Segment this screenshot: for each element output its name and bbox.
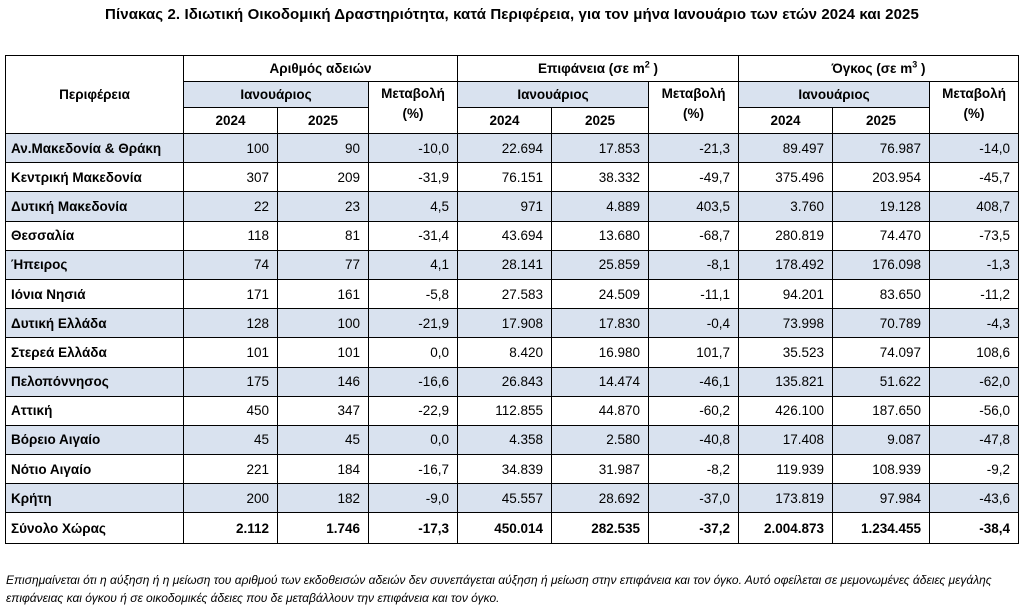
- value-cell: 45.557: [458, 484, 552, 513]
- region-name-cell: Πελοπόννησος: [6, 367, 184, 396]
- table-row: [6, 192, 1019, 221]
- value-cell: 307: [184, 163, 278, 192]
- value-cell: 28.141: [458, 250, 552, 279]
- value-cell: 135.821: [739, 367, 833, 396]
- value-cell: 14.474: [552, 367, 649, 396]
- value-cell: 4,1: [369, 250, 458, 279]
- region-name-cell: Θεσσαλία: [6, 221, 184, 250]
- value-cell: 2.112: [184, 513, 278, 544]
- value-cell: -14,0: [930, 134, 1019, 163]
- value-cell: -62,0: [930, 367, 1019, 396]
- value-cell: 8.420: [458, 338, 552, 367]
- region-name-cell: Νότιο Αιγαίο: [6, 455, 184, 484]
- value-cell: -16,6: [369, 367, 458, 396]
- value-cell: 100: [184, 134, 278, 163]
- region-name-cell: Ήπειρος: [6, 250, 184, 279]
- value-cell: -60,2: [649, 396, 739, 425]
- value-cell: 35.523: [739, 338, 833, 367]
- value-cell: 17.853: [552, 134, 649, 163]
- region-name-cell: Σύνολο Χώρας: [6, 513, 184, 544]
- value-cell: 4,5: [369, 192, 458, 221]
- region-name-cell: Κεντρική Μακεδονία: [6, 163, 184, 192]
- region-name-cell: Αττική: [6, 396, 184, 425]
- value-cell: 70.789: [833, 309, 930, 338]
- table-row: [6, 455, 1019, 484]
- value-cell: 1.234.455: [833, 513, 930, 544]
- value-cell: -11,1: [649, 279, 739, 308]
- value-cell: 19.128: [833, 192, 930, 221]
- value-cell: 45: [278, 425, 369, 454]
- value-cell: -31,9: [369, 163, 458, 192]
- value-cell: -37,2: [649, 513, 739, 544]
- table-row: [6, 484, 1019, 513]
- value-cell: 24.509: [552, 279, 649, 308]
- value-cell: 161: [278, 279, 369, 308]
- value-cell: -21,9: [369, 309, 458, 338]
- value-cell: -10,0: [369, 134, 458, 163]
- value-cell: 200: [184, 484, 278, 513]
- value-cell: 38.332: [552, 163, 649, 192]
- value-cell: -22,9: [369, 396, 458, 425]
- year-header: 2024: [184, 108, 278, 134]
- value-cell: 178.492: [739, 250, 833, 279]
- value-cell: -9,2: [930, 455, 1019, 484]
- value-cell: 108,6: [930, 338, 1019, 367]
- value-cell: 51.622: [833, 367, 930, 396]
- value-cell: 101: [184, 338, 278, 367]
- value-cell: 182: [278, 484, 369, 513]
- value-cell: 13.680: [552, 221, 649, 250]
- month-header: Ιανουάριος: [739, 82, 930, 108]
- region-name-cell: Ιόνια Νησιά: [6, 279, 184, 308]
- value-cell: 76.151: [458, 163, 552, 192]
- value-cell: 76.987: [833, 134, 930, 163]
- value-cell: -40,8: [649, 425, 739, 454]
- value-cell: -16,7: [369, 455, 458, 484]
- table-title: Πίνακας 2. Ιδιωτική Οικοδομική Δραστηριότητα, κατά Περιφέρεια, για τον μήνα Ιανουάριο των ετών 2024 και 2025: [105, 6, 919, 23]
- value-cell: 3.760: [739, 192, 833, 221]
- year-header: 2024: [458, 108, 552, 134]
- value-cell: 73.998: [739, 309, 833, 338]
- value-cell: 175: [184, 367, 278, 396]
- value-cell: 9.087: [833, 425, 930, 454]
- value-cell: 23: [278, 192, 369, 221]
- value-cell: 43.694: [458, 221, 552, 250]
- value-cell: 209: [278, 163, 369, 192]
- value-cell: 971: [458, 192, 552, 221]
- statistics-table: [5, 55, 1019, 544]
- value-cell: -17,3: [369, 513, 458, 544]
- value-cell: -38,4: [930, 513, 1019, 544]
- value-cell: -5,8: [369, 279, 458, 308]
- value-cell: -47,8: [930, 425, 1019, 454]
- value-cell: 187.650: [833, 396, 930, 425]
- value-cell: 74.097: [833, 338, 930, 367]
- value-cell: 4.889: [552, 192, 649, 221]
- value-cell: 27.583: [458, 279, 552, 308]
- month-header: Ιανουάριος: [184, 82, 369, 108]
- value-cell: 101: [278, 338, 369, 367]
- value-cell: 100: [278, 309, 369, 338]
- value-cell: 0,0: [369, 338, 458, 367]
- value-cell: -8,2: [649, 455, 739, 484]
- value-cell: -68,7: [649, 221, 739, 250]
- region-name-cell: Αν.Μακεδονία & Θράκη: [6, 134, 184, 163]
- footnote: Επισημαίνεται ότι η αύξηση ή η μείωση του αριθμού των εκδοθεισών αδειών δεν συνεπάγεται αύξηση ή μείωση στην επιφάνεια και τον όγκο. Αυτό οφείλεται σε μεμονωμένες άδειες μεγάλης επιφάνειας και όγκου ή σε οικοδομικές άδειες που δε μεταβάλλουν την επιφάνεια και τον όγκο.: [6, 573, 992, 605]
- value-cell: -11,2: [930, 279, 1019, 308]
- value-cell: -4,3: [930, 309, 1019, 338]
- value-cell: 171: [184, 279, 278, 308]
- table-row: [6, 163, 1019, 192]
- value-cell: 173.819: [739, 484, 833, 513]
- year-header: 2024: [739, 108, 833, 134]
- table-row: [6, 425, 1019, 454]
- value-cell: 25.859: [552, 250, 649, 279]
- value-cell: -45,7: [930, 163, 1019, 192]
- region-name-cell: Δυτική Μακεδονία: [6, 192, 184, 221]
- value-cell: -37,0: [649, 484, 739, 513]
- value-cell: -21,3: [649, 134, 739, 163]
- value-cell: 426.100: [739, 396, 833, 425]
- total-row: [6, 513, 1019, 544]
- table-row: [6, 338, 1019, 367]
- year-header: 2025: [278, 108, 369, 134]
- value-cell: -46,1: [649, 367, 739, 396]
- value-cell: 94.201: [739, 279, 833, 308]
- month-header: Ιανουάριος: [458, 82, 649, 108]
- value-cell: 89.497: [739, 134, 833, 163]
- value-cell: 74.470: [833, 221, 930, 250]
- value-cell: 408,7: [930, 192, 1019, 221]
- value-cell: 77: [278, 250, 369, 279]
- value-cell: 16.980: [552, 338, 649, 367]
- value-cell: 108.939: [833, 455, 930, 484]
- region-name-cell: Στερεά Ελλάδα: [6, 338, 184, 367]
- table-row: [6, 279, 1019, 308]
- value-cell: 22.694: [458, 134, 552, 163]
- value-cell: 184: [278, 455, 369, 484]
- value-cell: 119.939: [739, 455, 833, 484]
- value-cell: 2.580: [552, 425, 649, 454]
- year-header: 2025: [552, 108, 649, 134]
- value-cell: 146: [278, 367, 369, 396]
- area-group-header: Επιφάνεια (σε $m^2$ ): [458, 56, 739, 82]
- change-header: Μεταβολή (%): [930, 82, 1019, 134]
- table-row: [6, 250, 1019, 279]
- volume-group-header: Όγκος (σε $m^3$ ): [739, 56, 1019, 82]
- region-name-cell: Κρήτη: [6, 484, 184, 513]
- value-cell: 101,7: [649, 338, 739, 367]
- table-row: [6, 367, 1019, 396]
- change-header: Μεταβολή (%): [649, 82, 739, 134]
- value-cell: 22: [184, 192, 278, 221]
- value-cell: 17.408: [739, 425, 833, 454]
- value-cell: 2.004.873: [739, 513, 833, 544]
- region-header: Περιφέρεια: [6, 56, 184, 134]
- value-cell: 0,0: [369, 425, 458, 454]
- value-cell: -9,0: [369, 484, 458, 513]
- value-cell: 450: [184, 396, 278, 425]
- value-cell: -8,1: [649, 250, 739, 279]
- table-row: [6, 221, 1019, 250]
- value-cell: -73,5: [930, 221, 1019, 250]
- year-header: 2025: [833, 108, 930, 134]
- value-cell: 347: [278, 396, 369, 425]
- value-cell: -0,4: [649, 309, 739, 338]
- region-name-cell: Δυτική Ελλάδα: [6, 309, 184, 338]
- table-row: [6, 134, 1019, 163]
- value-cell: 375.496: [739, 163, 833, 192]
- value-cell: 450.014: [458, 513, 552, 544]
- value-cell: 17.908: [458, 309, 552, 338]
- value-cell: 45: [184, 425, 278, 454]
- value-cell: 282.535: [552, 513, 649, 544]
- value-cell: -56,0: [930, 396, 1019, 425]
- value-cell: 44.870: [552, 396, 649, 425]
- table-row: [6, 309, 1019, 338]
- value-cell: 4.358: [458, 425, 552, 454]
- value-cell: 280.819: [739, 221, 833, 250]
- value-cell: -43,6: [930, 484, 1019, 513]
- value-cell: 97.984: [833, 484, 930, 513]
- change-header: Μεταβολή (%): [369, 82, 458, 134]
- value-cell: 221: [184, 455, 278, 484]
- value-cell: -49,7: [649, 163, 739, 192]
- value-cell: 203.954: [833, 163, 930, 192]
- value-cell: 81: [278, 221, 369, 250]
- value-cell: 118: [184, 221, 278, 250]
- value-cell: 176.098: [833, 250, 930, 279]
- value-cell: 90: [278, 134, 369, 163]
- region-name-cell: Βόρειο Αιγαίο: [6, 425, 184, 454]
- value-cell: 1.746: [278, 513, 369, 544]
- table-body: [6, 134, 1019, 544]
- permits-group-header: Αριθμός αδειών: [184, 56, 458, 82]
- value-cell: 17.830: [552, 309, 649, 338]
- value-cell: 74: [184, 250, 278, 279]
- value-cell: -31,4: [369, 221, 458, 250]
- table-row: [6, 396, 1019, 425]
- value-cell: 31.987: [552, 455, 649, 484]
- value-cell: 128: [184, 309, 278, 338]
- value-cell: 83.650: [833, 279, 930, 308]
- value-cell: 28.692: [552, 484, 649, 513]
- value-cell: 26.843: [458, 367, 552, 396]
- value-cell: 112.855: [458, 396, 552, 425]
- value-cell: 403,5: [649, 192, 739, 221]
- value-cell: 34.839: [458, 455, 552, 484]
- value-cell: -1,3: [930, 250, 1019, 279]
